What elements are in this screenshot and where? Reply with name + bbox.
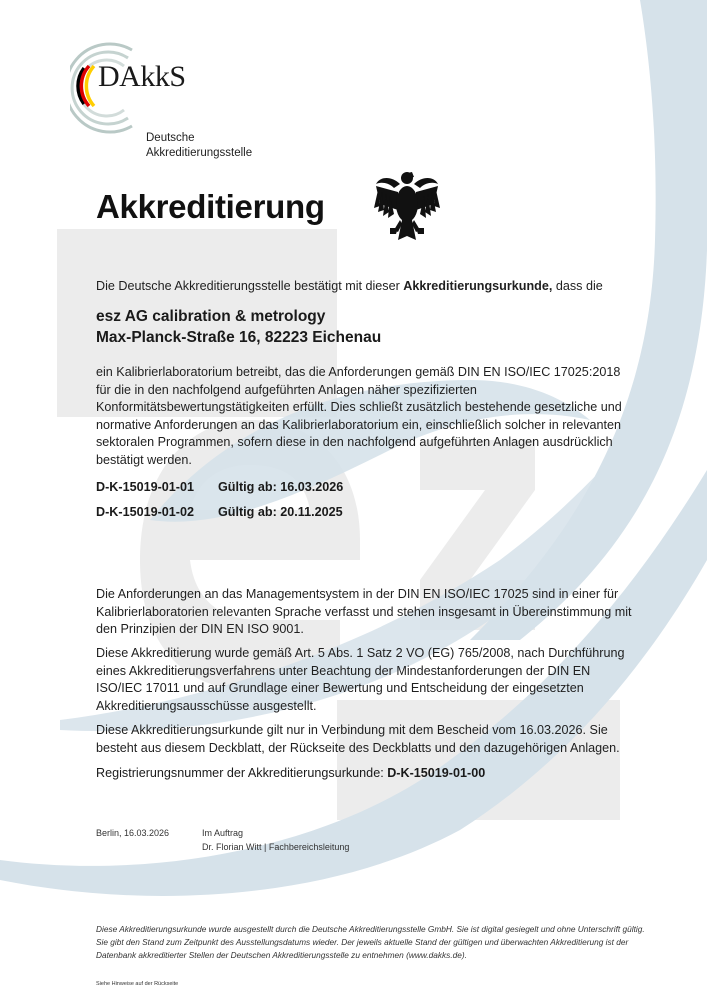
on-behalf-label: Im Auftrag <box>202 828 244 838</box>
intro-suffix: dass die <box>552 279 603 293</box>
organization-address: Max-Planck-Straße 16, 82223 Eichenau <box>96 329 382 346</box>
registration-value: D-K-15019-01-00 <box>387 766 486 780</box>
intro-prefix: Die Deutsche Akkreditierungsstelle bestätigt mit dieser <box>96 279 404 293</box>
dakks-logo <box>70 38 270 159</box>
signature-block <box>96 826 349 854</box>
federal-eagle-icon <box>372 166 442 244</box>
signer-block <box>202 826 349 854</box>
organization-block <box>96 306 381 348</box>
accreditation-row <box>96 500 343 525</box>
back-page-note: Siehe Hinweise auf der Rückseite <box>96 981 179 987</box>
accreditation-list <box>96 475 343 525</box>
dakks-full-name <box>146 131 252 161</box>
accreditation-row <box>96 475 343 500</box>
scope-paragraph: ein Kalibrierlaboratorium betreibt, das die Anforderungen gemäß DIN EN ISO/IEC 17025:2018 für die in den nachfolgend aufgeführten Anlagen näher spezifizierten Konformitätsbewertungstätigkeiten erfüllt. Dies schließt zusätzlich bestehende gesetzliche und normative Anforderungen an das Kalibrierlaboratorium ein, einschließlich solcher in relevanten sektoralen Programmen, sofern diese in den nachfolgend aufgeführten Anlagen ausdrücklich bestätigt werden. <box>96 365 622 467</box>
dakks-name-line2: Akkreditierungsstelle <box>146 147 253 159</box>
organization-name: esz AG calibration & metrology <box>96 308 326 325</box>
accreditation-code: D-K-15019-01-01 <box>96 480 195 494</box>
accreditation-code: D-K-15019-01-02 <box>96 505 195 519</box>
signer-name: Dr. Florian Witt | Fachbereichsleitung <box>202 842 350 852</box>
validity-paragraph: Diese Akkreditierungsurkunde gilt nur in Verbindung mit dem Bescheid vom 16.03.2026. Sie besteht aus diesem Deckblatt, der Rückseite des Deckblatts und den dazugehörigen Anlagen. <box>96 723 620 755</box>
dakks-name-line1: Deutsche <box>146 132 195 144</box>
place-date: Berlin, 16.03.2026 <box>96 828 170 838</box>
registration-number <box>96 766 485 780</box>
registration-label: Registrierungsnummer der Akkreditierungsurkunde: <box>96 766 388 780</box>
intro-statement <box>96 278 636 296</box>
legal-basis-paragraph: Diese Akkreditierung wurde gemäß Art. 5 Abs. 1 Satz 2 VO (EG) 765/2008, nach Durchführung eines Akkreditierungsverfahrens unter Beachtung der Mindestanforderungen der DIN EN ISO/IEC 17011 und auf Grundlage einer Bewertung und Entscheidung der eingesetzten Akkreditierungsausschüsse ausgestellt. <box>96 646 625 713</box>
management-system-paragraph: Die Anforderungen an das Managementsystem in der DIN EN ISO/IEC 17025 sind in einer für Kalibrierlaboratorien relevanten Sprache verfasst und stehen insgesamt in Übereinstimmung mit den Prinzipien der DIN EN ISO 9001. <box>96 587 632 636</box>
intro-certificate-term: Akkreditierungsurkunde, <box>403 279 553 293</box>
page-title: Akkreditierung <box>96 188 325 225</box>
accreditation-valid-from: Gültig ab: 16.03.2026 <box>218 480 344 494</box>
footer-disclaimer: Diese Akkreditierungsurkunde wurde ausgestellt durch die Deutsche Akkreditierungsstelle GmbH. Sie ist digital gesiegelt und ohne Unterschrift gültig. Sie gibt den Stand zum Zeitpunkt des Ausstellungsdatums wieder. Der jeweils aktuelle Stand der gültigen und überwachten Akkreditierung ist der Datenbank akkreditierter Stellen der Deutschen Akkreditierungsstelle zu entnehmen (www.dakks.de). <box>96 924 645 960</box>
accreditation-valid-from: Gültig ab: 20.11.2025 <box>218 505 343 519</box>
dakks-abbreviation: DAkkS <box>98 60 186 93</box>
